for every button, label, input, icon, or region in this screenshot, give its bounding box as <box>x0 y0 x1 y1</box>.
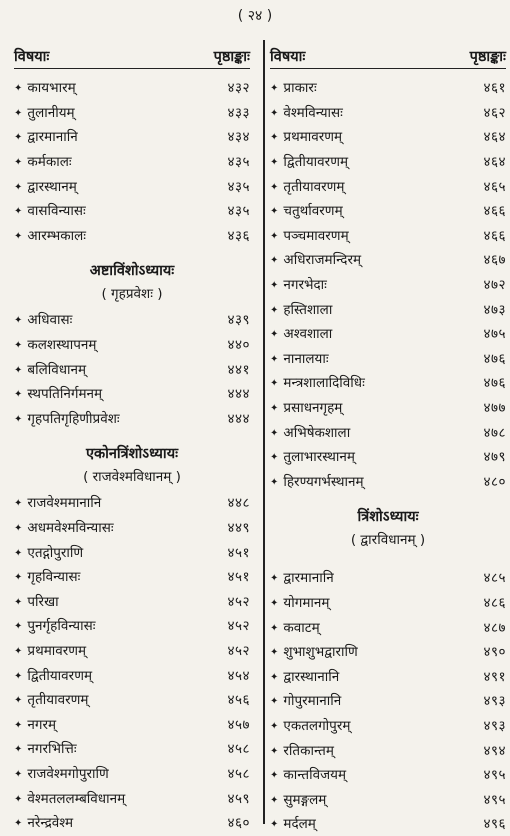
toc-entry <box>14 356 250 381</box>
toc-entry-title: ✦ प्रथमावरणम् <box>270 127 342 145</box>
toc-entry-page: ४७३ <box>483 301 506 318</box>
toc-entry <box>270 469 506 494</box>
toc-entry-title: ✦ तृतीयावरणम् <box>270 177 344 195</box>
toc-entry-title: ✦ पुनर्गृहविन्यासः <box>14 616 96 634</box>
toc-entry <box>270 786 506 811</box>
page-number: ( २४ ) <box>237 8 273 24</box>
toc-entry-title: ✦ तुलाभारस्थानम् <box>270 447 355 465</box>
toc-entry-page: ४५७ <box>227 716 250 733</box>
toc-entry-page: ४४९ <box>227 520 250 537</box>
toc-entry <box>270 444 506 469</box>
toc-entry-page: ४५१ <box>227 569 250 586</box>
toc-entry <box>270 639 506 664</box>
toc-entry-page: ४८६ <box>483 594 506 611</box>
toc-entry-page: ४९१ <box>483 668 506 685</box>
toc-entry-title: ✦ द्वारस्थानम् <box>14 177 77 195</box>
page-header: पृष्ठाङ्काः <box>469 49 506 65</box>
toc-entry-page: ४६४ <box>483 129 506 146</box>
toc-entry-page: ४९० <box>483 644 506 661</box>
toc-entry <box>270 124 506 149</box>
toc-entry-title: ✦ कलशस्थापनम् <box>14 335 96 353</box>
toc-entry <box>14 124 250 149</box>
toc-entry-title: ✦ हिरण्यगर्भस्थानम् <box>270 472 364 490</box>
toc-entry-title: ✦ तृतीयावरणम् <box>14 690 88 708</box>
toc-entry-page: ४७५ <box>483 326 506 343</box>
section-subtitle: ( राजवेश्मविधानम् ) <box>83 469 181 486</box>
toc-entry <box>14 687 250 712</box>
toc-entry-page: ४९३ <box>483 693 506 710</box>
toc-entry <box>270 296 506 321</box>
toc-entry-title: ✦ मर्दलम् <box>270 814 316 832</box>
toc-entry <box>14 307 250 332</box>
toc-entry-page: ४३६ <box>227 227 250 244</box>
toc-entry-page: ४३३ <box>227 104 250 121</box>
right-list-b <box>270 565 506 836</box>
header-rule <box>270 68 506 69</box>
toc-entry-title: ✦ द्वितीयावरणम् <box>14 666 92 684</box>
toc-entry-page: ४६६ <box>483 227 506 244</box>
toc-entry-title: ✦ स्थपतिनिर्गमनम् <box>14 384 102 402</box>
toc-entry-title: ✦ गृहपतिगृहिणीप्रवेशः <box>14 409 120 427</box>
toc-entry-title: ✦ अभिषेकशाला <box>270 423 350 441</box>
toc-entry <box>270 272 506 297</box>
left-list-b <box>14 307 250 430</box>
right-header <box>270 40 506 66</box>
toc-entry <box>14 736 250 761</box>
left-list-c <box>14 490 250 834</box>
toc-entry-page: ४३२ <box>227 80 250 97</box>
toc-entry-title: ✦ रतिकान्तम् <box>270 741 334 759</box>
toc-entry-page: ४३९ <box>227 312 250 329</box>
toc-entry <box>14 539 250 564</box>
toc-entry-page: ४७२ <box>483 277 506 294</box>
toc-entry-title: ✦ द्वारस्थानानि <box>270 667 339 685</box>
toc-entry-title: ✦ राजवेश्मगोपुराणि <box>14 764 109 782</box>
toc-entry-page: ४७७ <box>483 400 506 417</box>
toc-entry <box>14 810 250 835</box>
toc-entry-page: ४९४ <box>483 742 506 759</box>
toc-entry-title: ✦ शुभाशुभद्वाराणि <box>270 642 358 660</box>
section-title: एकोनत्रिंशोऽध्यायः <box>85 446 179 463</box>
right-column <box>270 40 506 836</box>
toc-entry <box>14 173 250 198</box>
toc-entry-page: ४७८ <box>483 424 506 441</box>
toc-entry-page: ४४८ <box>227 495 250 512</box>
toc-entry <box>14 198 250 223</box>
toc-entry-title: ✦ प्रथमावरणम् <box>14 641 86 659</box>
toc-entry-title: ✦ योगमानम् <box>270 593 329 611</box>
toc-entry <box>14 785 250 810</box>
toc-entry-page: ४५२ <box>227 593 250 610</box>
toc-entry-title: ✦ तुलानीयम् <box>14 103 75 121</box>
toc-entry-title: ✦ पञ्चमावरणम् <box>270 226 349 244</box>
toc-entry-title: ✦ एतद्गोपुराणि <box>14 543 83 561</box>
toc-entry-title: ✦ कवाटम् <box>270 618 320 636</box>
toc-entry-page: ४६१ <box>483 80 506 97</box>
toc-entry-page: ४५९ <box>227 790 250 807</box>
toc-entry-page: ४५८ <box>227 741 250 758</box>
toc-entry-page: ४६४ <box>483 154 506 171</box>
toc-entry-title: ✦ कान्तविजयम् <box>270 765 346 783</box>
toc-entry-page: ४५८ <box>227 765 250 782</box>
toc-entry-page: ४९६ <box>483 816 506 833</box>
toc-entry-page: ४९५ <box>483 767 506 784</box>
section-subtitle: ( गृहप्रवेशः ) <box>101 286 163 303</box>
toc-entry-title: ✦ मन्त्रशालादिविधिः <box>270 373 365 391</box>
toc-entry <box>270 688 506 713</box>
toc-entry <box>270 100 506 125</box>
toc-entry-page: ४६६ <box>483 203 506 220</box>
toc-entry <box>270 346 506 371</box>
toc-entry-page: ४८० <box>483 473 506 490</box>
toc-entry-title: ✦ वासविन्यासः <box>14 201 86 219</box>
left-header <box>14 40 250 66</box>
toc-entry-title: ✦ नरेन्द्रवेश्म <box>14 813 73 831</box>
left-column <box>14 40 250 834</box>
toc-entry <box>270 713 506 738</box>
toc-entry-page: ४५१ <box>227 544 250 561</box>
toc-entry-title: ✦ नानालयाः <box>270 349 329 367</box>
toc-entry <box>14 223 250 248</box>
toc-entry-page: ४५६ <box>227 692 250 709</box>
toc-entry <box>14 406 250 431</box>
toc-entry <box>270 198 506 223</box>
toc-entry-title: ✦ नगरभित्तिः <box>14 739 77 757</box>
toc-entry <box>14 515 250 540</box>
toc-entry <box>14 564 250 589</box>
toc-entry-title: ✦ राजवेश्ममानानि <box>14 493 101 511</box>
toc-entry-title: ✦ गोपुरमानानि <box>270 691 341 709</box>
subject-header: विषयाः <box>270 49 306 65</box>
toc-entry-page: ४३४ <box>227 129 250 146</box>
toc-entry-page: ४३५ <box>227 178 250 195</box>
toc-entry <box>14 75 250 100</box>
toc-entry-title: ✦ आरम्भकालः <box>14 226 86 244</box>
header-rule <box>14 68 250 69</box>
toc-entry-page: ४६२ <box>483 104 506 121</box>
toc-entry <box>270 75 506 100</box>
toc-entry <box>270 419 506 444</box>
toc-entry-page: ४५२ <box>227 618 250 635</box>
toc-entry <box>270 565 506 590</box>
toc-entry <box>14 149 250 174</box>
toc-entry-title: ✦ एकतलगोपुरम् <box>270 716 350 734</box>
toc-entry-title: ✦ द्वारमानानि <box>14 127 78 145</box>
toc-entry-title: ✦ प्राकारः <box>270 78 317 96</box>
toc-entry <box>14 381 250 406</box>
subject-header: विषयाः <box>14 49 50 65</box>
toc-entry-page: ४४० <box>227 337 250 354</box>
toc-entry <box>270 737 506 762</box>
toc-entry-page: ४४१ <box>227 361 250 378</box>
left-list-a <box>14 75 250 247</box>
toc-entry <box>14 332 250 357</box>
toc-entry-page: ४७६ <box>483 375 506 392</box>
toc-entry <box>14 761 250 786</box>
section-title: त्रिंशोऽध्यायः <box>357 509 419 526</box>
toc-entry <box>270 590 506 615</box>
toc-columns <box>14 40 506 833</box>
toc-entry-title: ✦ बलिविधानम् <box>14 360 86 378</box>
toc-entry <box>14 662 250 687</box>
toc-entry <box>14 711 250 736</box>
toc-entry-title: ✦ सुमङ्गलम् <box>270 790 326 808</box>
toc-entry-title: ✦ अश्वशाला <box>270 324 332 342</box>
toc-entry-page: ४५२ <box>227 642 250 659</box>
toc-entry <box>270 149 506 174</box>
toc-entry-page: ४६० <box>227 815 250 832</box>
toc-entry-title: ✦ परिखा <box>14 592 59 610</box>
toc-entry-page: ४६७ <box>483 252 506 269</box>
toc-entry-page: ४८७ <box>483 619 506 636</box>
toc-entry <box>14 490 250 515</box>
toc-entry-page: ४७९ <box>483 449 506 466</box>
toc-entry-title: ✦ द्वारमानानि <box>270 568 334 586</box>
toc-entry-page: ४९५ <box>483 791 506 808</box>
toc-entry <box>270 173 506 198</box>
toc-entry-title: ✦ प्रसाधनगृहम् <box>270 398 342 416</box>
toc-entry-page: ४४४ <box>227 410 250 427</box>
toc-entry-title: ✦ अधमवेश्मविन्यासः <box>14 518 114 536</box>
section-subtitle: ( द्वारविधानम् ) <box>350 532 426 549</box>
toc-entry <box>270 223 506 248</box>
right-list-a <box>270 75 506 493</box>
toc-entry <box>270 663 506 688</box>
toc-entry <box>14 100 250 125</box>
toc-entry-page: ४६५ <box>483 178 506 195</box>
toc-entry <box>270 321 506 346</box>
toc-entry-title: ✦ हस्तिशाला <box>270 300 332 318</box>
toc-entry-title: ✦ वेश्मविन्यासः <box>270 103 343 121</box>
toc-entry-page: ४८५ <box>483 570 506 587</box>
toc-entry <box>14 613 250 638</box>
toc-entry-title: ✦ चतुर्थावरणम् <box>270 201 343 219</box>
toc-entry-title: ✦ द्वितीयावरणम् <box>270 152 348 170</box>
toc-entry <box>270 395 506 420</box>
toc-entry-page: ४५४ <box>227 667 250 684</box>
toc-entry <box>270 614 506 639</box>
toc-entry <box>270 370 506 395</box>
toc-entry-title: ✦ वेश्मतललम्बविधानम् <box>14 789 125 807</box>
toc-entry-title: ✦ कर्मकालः <box>14 152 72 170</box>
page-header: पृष्ठाङ्काः <box>213 49 250 65</box>
toc-entry <box>270 762 506 787</box>
toc-entry-title: ✦ अधिराजमन्दिरम् <box>270 250 361 268</box>
toc-entry-page: ४९३ <box>483 717 506 734</box>
toc-entry-title: ✦ नगरभेदाः <box>270 275 327 293</box>
toc-entry <box>270 247 506 272</box>
toc-entry-page: ४३५ <box>227 203 250 220</box>
toc-entry <box>14 638 250 663</box>
column-divider <box>263 40 265 824</box>
toc-entry-page: ४४४ <box>227 386 250 403</box>
toc-entry-title: ✦ गृहविन्यासः <box>14 567 80 585</box>
toc-entry-title: ✦ कायभारम् <box>14 78 76 96</box>
toc-entry-page: ४७६ <box>483 350 506 367</box>
section-title: अष्टाविंशोऽध्यायः <box>89 263 175 280</box>
toc-entry-title: ✦ अधिवासः <box>14 310 72 328</box>
toc-entry-title: ✦ नगरम् <box>14 715 56 733</box>
toc-entry-page: ४३५ <box>227 154 250 171</box>
toc-entry <box>14 589 250 614</box>
